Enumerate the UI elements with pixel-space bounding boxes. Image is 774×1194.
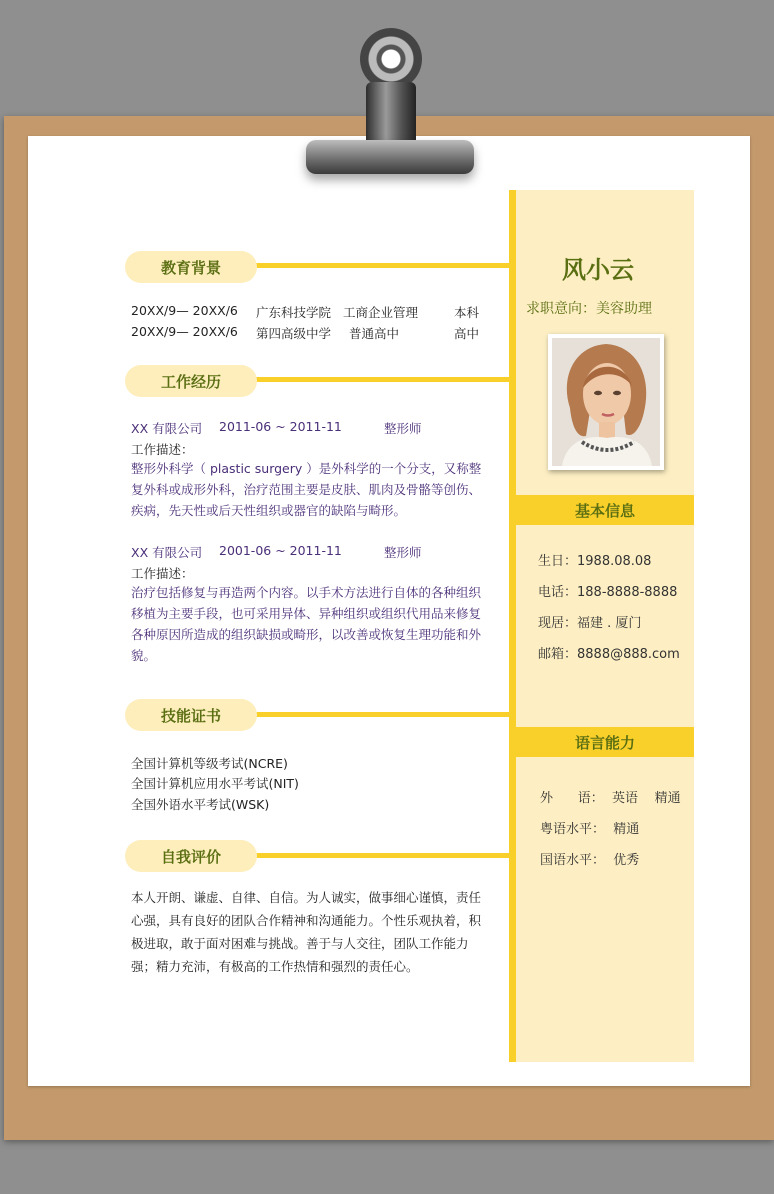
work-company: XX 有限公司 [131,421,203,436]
education-school: 第四高级中学 [256,326,332,341]
language-mandarin: 国语水平： 优秀 [540,853,640,868]
binder-clip-stem-icon [366,82,416,144]
work-role: 整形师 [384,421,422,436]
section-title-education: 教育背景 [125,251,257,283]
section-title-skills: 技能证书 [125,699,257,731]
section-title-self-eval: 自我评价 [125,840,257,872]
profile-photo [548,334,664,470]
section-title-language: 语言能力 [516,727,694,757]
education-degree: 高中 [454,326,480,341]
work-desc-label: 工作描述： [131,442,194,457]
language-foreign: 外 语： 英语 精通 [540,791,681,806]
binder-clip-icon [306,140,474,174]
divider-line [256,712,512,717]
education-school: 广东科技学院 [256,305,332,320]
skill-item: 全国计算机等级考试(NCRE) [131,756,288,771]
section-title-work: 工作经历 [125,365,257,397]
info-phone: 电话：188-8888-8888 [538,585,678,600]
candidate-name: 风小云 [562,256,634,284]
divider-line [256,853,512,858]
info-birth: 生日：1988.08.08 [538,554,652,569]
skill-item: 全国外语水平考试(WSK) [131,797,270,812]
info-address: 现居：福建 . 厦门 [538,616,642,631]
education-major: 普通高中 [349,326,400,341]
info-email: 邮箱：8888@888.com [538,647,680,662]
work-description: 治疗包括修复与再造两个内容。以手术方法进行自体的各种组织移植为主要手段，也可采用异体、异种组织或组织代用品来修复各种原因所造成的组织缺损或畸形，以改善或恢复生理功能和外貌。 [131,585,482,663]
divider-line [256,377,512,382]
job-intent: 求职意向：美容助理 [526,301,652,317]
skill-item: 全国计算机应用水平考试(NIT) [131,776,299,791]
work-desc-label: 工作描述： [131,566,194,581]
education-period: 20XX/9— 20XX/6 [131,324,238,339]
work-period: 2001-06 ~ 2011-11 [219,543,342,558]
divider-line [509,190,516,1062]
work-period: 2011-06 ~ 2011-11 [219,419,342,434]
education-period: 20XX/9— 20XX/6 [131,303,238,318]
education-major: 工商企业管理 [343,305,419,320]
divider-line [256,263,512,268]
language-cantonese: 粤语水平： 精通 [540,822,640,837]
section-title-basic-info: 基本信息 [516,495,694,525]
work-company: XX 有限公司 [131,545,203,560]
work-role: 整形师 [384,545,422,560]
self-evaluation-text: 本人开朗、谦虚、自律、自信。为人诚实，做事细心谨慎，责任心强，具有良好的团队合作精神和沟通能力。个性乐观执着，积极进取，敢于面对困难与挑战。善于与人交往，团队工作能力强；精力充沛，有极高的工作热情和强烈的责任心。 [131,890,482,974]
binder-clip-ring-icon [360,28,422,90]
work-description: 整形外科学（ plastic surgery ）是外科学的一个分支，又称整复外科或成形外科，治疗范围主要是皮肤、肌肉及骨骼等创伤、疾病，先天性或后天性组织或器官的缺陷与畸形。 [131,461,482,518]
portrait-image [552,338,660,466]
education-degree: 本科 [454,305,480,320]
